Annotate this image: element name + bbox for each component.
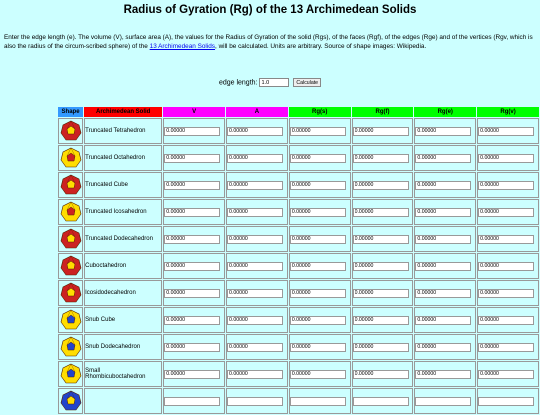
value-cell-v bbox=[163, 226, 225, 252]
rgf-output-field[interactable] bbox=[353, 262, 409, 271]
table-row bbox=[58, 388, 539, 414]
header-rge: Rg(e) bbox=[414, 107, 476, 117]
solid-name: Small Rhombicuboctahedron bbox=[84, 361, 162, 387]
value-cell-rgv bbox=[477, 118, 539, 144]
solid-name: Truncated Cube bbox=[84, 172, 162, 198]
shape-cell bbox=[58, 388, 83, 414]
header-rgv: Rg(v) bbox=[477, 107, 539, 117]
value-cell-rge bbox=[414, 334, 476, 360]
v-output-field[interactable] bbox=[164, 235, 220, 244]
shape-cell bbox=[58, 334, 83, 360]
value-cell-rgf bbox=[352, 280, 414, 306]
table-row bbox=[58, 226, 539, 252]
rgv-output-field[interactable] bbox=[478, 289, 534, 298]
rgf-output-field[interactable] bbox=[353, 235, 409, 244]
rge-output-field[interactable] bbox=[415, 370, 471, 379]
value-cell-a bbox=[226, 172, 288, 198]
a-output-field[interactable] bbox=[227, 397, 283, 406]
rge-output-field[interactable] bbox=[415, 181, 471, 190]
rgs-output-field[interactable] bbox=[290, 127, 346, 136]
truncated-dodecahedron-icon bbox=[60, 228, 82, 250]
truncated-icosahedron-icon bbox=[60, 201, 82, 223]
value-cell-v bbox=[163, 172, 225, 198]
table-row bbox=[58, 280, 539, 306]
value-cell-rgs bbox=[289, 172, 351, 198]
rgs-output-field[interactable] bbox=[290, 289, 346, 298]
value-cell-rgs bbox=[289, 361, 351, 387]
rgf-output-field[interactable] bbox=[353, 154, 409, 163]
a-output-field[interactable] bbox=[227, 262, 283, 271]
value-cell-v bbox=[163, 307, 225, 333]
solids-table bbox=[57, 106, 540, 415]
solid-name: Truncated Octahedron bbox=[84, 145, 162, 171]
rge-output-field[interactable] bbox=[415, 343, 471, 352]
value-cell-a bbox=[226, 253, 288, 279]
v-output-field[interactable] bbox=[164, 208, 220, 217]
snub-dodecahedron-icon bbox=[60, 336, 82, 358]
solid-name: Cuboctahedron bbox=[84, 253, 162, 279]
cuboctahedron-icon bbox=[60, 255, 82, 277]
value-cell-v bbox=[163, 199, 225, 225]
v-output-field[interactable] bbox=[164, 397, 220, 406]
value-cell-rgs bbox=[289, 118, 351, 144]
rge-output-field[interactable] bbox=[415, 127, 471, 136]
shape-cell bbox=[58, 118, 83, 144]
value-cell-rgv bbox=[477, 226, 539, 252]
value-cell-rgf bbox=[352, 388, 414, 414]
a-output-field[interactable] bbox=[227, 343, 283, 352]
value-cell-rgv bbox=[477, 307, 539, 333]
table-row bbox=[58, 361, 539, 387]
value-cell-a bbox=[226, 199, 288, 225]
value-cell-rge bbox=[414, 118, 476, 144]
value-cell-a bbox=[226, 145, 288, 171]
rgs-output-field[interactable] bbox=[290, 181, 346, 190]
rgv-output-field[interactable] bbox=[478, 343, 534, 352]
header-area: A bbox=[226, 107, 288, 117]
archimedean-solids-link[interactable]: 13 Archimedean Solids bbox=[149, 42, 216, 50]
rge-output-field[interactable] bbox=[415, 208, 471, 217]
rgv-output-field[interactable] bbox=[478, 316, 534, 325]
a-output-field[interactable] bbox=[227, 316, 283, 325]
value-cell-rgv bbox=[477, 361, 539, 387]
value-cell-v bbox=[163, 253, 225, 279]
rgs-output-field[interactable] bbox=[290, 154, 346, 163]
v-output-field[interactable] bbox=[164, 181, 220, 190]
rgf-output-field[interactable] bbox=[353, 181, 409, 190]
a-output-field[interactable] bbox=[227, 181, 283, 190]
value-cell-rgv bbox=[477, 199, 539, 225]
header-rgs: Rg(s) bbox=[289, 107, 351, 117]
truncated-tetrahedron-icon bbox=[60, 120, 82, 142]
value-cell-a bbox=[226, 280, 288, 306]
value-cell-a bbox=[226, 361, 288, 387]
rge-output-field[interactable] bbox=[415, 262, 471, 271]
v-output-field[interactable] bbox=[164, 343, 220, 352]
value-cell-rge bbox=[414, 226, 476, 252]
solid-name: Snub Dodecahedron bbox=[84, 334, 162, 360]
header-rgf: Rg(f) bbox=[352, 107, 414, 117]
value-cell-rgv bbox=[477, 334, 539, 360]
rgf-output-field[interactable] bbox=[353, 343, 409, 352]
rgv-output-field[interactable] bbox=[478, 235, 534, 244]
rgv-output-field[interactable] bbox=[478, 397, 534, 406]
a-output-field[interactable] bbox=[227, 235, 283, 244]
value-cell-v bbox=[163, 361, 225, 387]
rge-output-field[interactable] bbox=[415, 154, 471, 163]
rgf-output-field[interactable] bbox=[353, 208, 409, 217]
header-shape: Shape bbox=[58, 107, 83, 117]
edge-length-form bbox=[0, 78, 540, 87]
v-output-field[interactable] bbox=[164, 370, 220, 379]
header-volume: V bbox=[163, 107, 225, 117]
value-cell-v bbox=[163, 388, 225, 414]
header-solid: Archimedean Solid bbox=[84, 107, 162, 117]
value-cell-v bbox=[163, 145, 225, 171]
intro-text-end: , will be calculated. Units are arbitrary. Source of shape images: Wikipedia. bbox=[215, 42, 427, 50]
rgs-output-field[interactable] bbox=[290, 343, 346, 352]
shape-cell bbox=[58, 307, 83, 333]
rgf-output-field[interactable] bbox=[353, 316, 409, 325]
v-output-field[interactable] bbox=[164, 127, 220, 136]
value-cell-a bbox=[226, 334, 288, 360]
table-body bbox=[58, 118, 539, 414]
a-output-field[interactable] bbox=[227, 127, 283, 136]
rge-output-field[interactable] bbox=[415, 316, 471, 325]
v-output-field[interactable] bbox=[164, 316, 220, 325]
table-row bbox=[58, 172, 539, 198]
value-cell-rge bbox=[414, 361, 476, 387]
table-row bbox=[58, 334, 539, 360]
value-cell-rge bbox=[414, 253, 476, 279]
value-cell-rgf bbox=[352, 361, 414, 387]
a-output-field[interactable] bbox=[227, 289, 283, 298]
table-row bbox=[58, 118, 539, 144]
v-output-field[interactable] bbox=[164, 154, 220, 163]
table-row bbox=[58, 307, 539, 333]
value-cell-rgf bbox=[352, 145, 414, 171]
rgv-output-field[interactable] bbox=[478, 262, 534, 271]
rgv-output-field[interactable] bbox=[478, 154, 534, 163]
shape-cell bbox=[58, 253, 83, 279]
value-cell-rge bbox=[414, 172, 476, 198]
value-cell-rge bbox=[414, 199, 476, 225]
rgf-output-field[interactable] bbox=[353, 397, 409, 406]
value-cell-rgs bbox=[289, 388, 351, 414]
table-row bbox=[58, 145, 539, 171]
value-cell-rgs bbox=[289, 307, 351, 333]
shape-cell bbox=[58, 226, 83, 252]
intro-paragraph bbox=[4, 34, 536, 51]
value-cell-a bbox=[226, 388, 288, 414]
value-cell-rge bbox=[414, 307, 476, 333]
value-cell-rge bbox=[414, 145, 476, 171]
rgv-output-field[interactable] bbox=[478, 127, 534, 136]
solid-name: Snub Cube bbox=[84, 307, 162, 333]
value-cell-rgf bbox=[352, 226, 414, 252]
rgv-output-field[interactable] bbox=[478, 181, 534, 190]
value-cell-rgs bbox=[289, 253, 351, 279]
rgs-output-field[interactable] bbox=[290, 208, 346, 217]
rgf-output-field[interactable] bbox=[353, 127, 409, 136]
value-cell-rgs bbox=[289, 334, 351, 360]
table-row bbox=[58, 253, 539, 279]
value-cell-rgv bbox=[477, 280, 539, 306]
calculate-button[interactable]: Calculate bbox=[293, 78, 321, 87]
value-cell-a bbox=[226, 118, 288, 144]
great-rhombicuboctahedron-icon bbox=[60, 390, 82, 412]
shape-cell bbox=[58, 172, 83, 198]
solid-name: Icosidodecahedron bbox=[84, 280, 162, 306]
value-cell-rgf bbox=[352, 172, 414, 198]
snub-cube-icon bbox=[60, 309, 82, 331]
value-cell-rgf bbox=[352, 334, 414, 360]
value-cell-rge bbox=[414, 280, 476, 306]
value-cell-a bbox=[226, 307, 288, 333]
value-cell-rgv bbox=[477, 145, 539, 171]
rgs-output-field[interactable] bbox=[290, 235, 346, 244]
solid-name: Truncated Icosahedron bbox=[84, 199, 162, 225]
rgs-output-field[interactable] bbox=[290, 316, 346, 325]
a-output-field[interactable] bbox=[227, 370, 283, 379]
shape-cell bbox=[58, 361, 83, 387]
v-output-field[interactable] bbox=[164, 289, 220, 298]
value-cell-rge bbox=[414, 388, 476, 414]
value-cell-rgs bbox=[289, 199, 351, 225]
value-cell-rgv bbox=[477, 388, 539, 414]
value-cell-rgs bbox=[289, 280, 351, 306]
rge-output-field[interactable] bbox=[415, 397, 471, 406]
small-rhombicuboctahedron-icon bbox=[60, 363, 82, 385]
table-header-row bbox=[58, 107, 539, 117]
rge-output-field[interactable] bbox=[415, 289, 471, 298]
rge-output-field[interactable] bbox=[415, 235, 471, 244]
truncated-cube-icon bbox=[60, 174, 82, 196]
solid-name: Truncated Dodecahedron bbox=[84, 226, 162, 252]
a-output-field[interactable] bbox=[227, 154, 283, 163]
value-cell-rgs bbox=[289, 226, 351, 252]
shape-cell bbox=[58, 199, 83, 225]
value-cell-rgv bbox=[477, 253, 539, 279]
value-cell-rgf bbox=[352, 307, 414, 333]
rgs-output-field[interactable] bbox=[290, 397, 346, 406]
value-cell-rgf bbox=[352, 253, 414, 279]
shape-cell bbox=[58, 145, 83, 171]
solid-name bbox=[84, 388, 162, 414]
solid-name: Truncated Tetrahedron bbox=[84, 118, 162, 144]
value-cell-v bbox=[163, 118, 225, 144]
table-row bbox=[58, 199, 539, 225]
rgs-output-field[interactable] bbox=[290, 262, 346, 271]
edge-length-input[interactable] bbox=[259, 78, 289, 87]
a-output-field[interactable] bbox=[227, 208, 283, 217]
edge-length-label: edge length: bbox=[218, 79, 258, 87]
value-cell-rgs bbox=[289, 145, 351, 171]
rgv-output-field[interactable] bbox=[478, 370, 534, 379]
intro-text: Enter the edge length (e). The volume (V), surface area (A), the values for the Radius of Gyration of the solid (Rgs), of the faces (Rgf), of the edges (Rge) and of the vertices (Rgv, which is also the radius of the circum-scribed sphere) of the bbox=[4, 34, 533, 50]
rgs-output-field[interactable] bbox=[290, 370, 346, 379]
value-cell-a bbox=[226, 226, 288, 252]
rgf-output-field[interactable] bbox=[353, 289, 409, 298]
value-cell-rgf bbox=[352, 118, 414, 144]
rgf-output-field[interactable] bbox=[353, 370, 409, 379]
page-title: Radius of Gyration (Rg) of the 13 Archimedean Solids bbox=[123, 4, 417, 16]
shape-cell bbox=[58, 280, 83, 306]
v-output-field[interactable] bbox=[164, 262, 220, 271]
value-cell-v bbox=[163, 334, 225, 360]
value-cell-v bbox=[163, 280, 225, 306]
truncated-octahedron-icon bbox=[60, 147, 82, 169]
rgv-output-field[interactable] bbox=[478, 208, 534, 217]
value-cell-rgv bbox=[477, 172, 539, 198]
icosidodecahedron-icon bbox=[60, 282, 82, 304]
value-cell-rgf bbox=[352, 199, 414, 225]
